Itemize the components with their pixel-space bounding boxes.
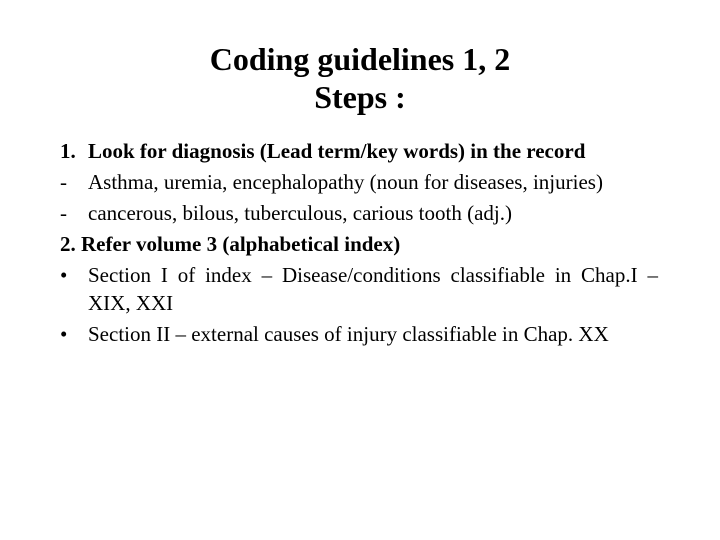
section-2-text: Section II – external causes of injury classifiable in Chap. XX (88, 322, 609, 346)
step-1-text: Look for diagnosis (Lead term/key words) in the record (88, 139, 586, 163)
dash-marker: - (60, 201, 67, 225)
section-1-text: Section I of index – Disease/conditions classifiable in Chap.I – XIX, XXI (88, 263, 658, 315)
step-2-number: 2. (60, 232, 81, 256)
dash-marker: - (60, 170, 67, 194)
noun-examples-item (60, 168, 658, 196)
step-1-number: 1. (60, 139, 76, 163)
title-line-1: Coding guidelines 1, 2 (209, 41, 511, 77)
title-line-2: Steps : (314, 79, 406, 115)
section-1-item (60, 261, 658, 317)
bullet-marker: • (60, 263, 68, 287)
step-2-item (60, 230, 658, 258)
slide-title (0, 40, 720, 116)
step-1-item (60, 137, 658, 165)
step-2-text: Refer volume 3 (alphabetical index) (81, 232, 401, 256)
noun-examples-text: Asthma, uremia, encephalopathy (noun for diseases, injuries) (88, 170, 603, 194)
bullet-marker: • (60, 322, 68, 346)
section-2-item (60, 320, 658, 348)
slide-body (60, 137, 658, 351)
adjective-examples-item (60, 199, 658, 227)
adjective-examples-text: cancerous, bilous, tuberculous, carious tooth (adj.) (88, 201, 512, 225)
